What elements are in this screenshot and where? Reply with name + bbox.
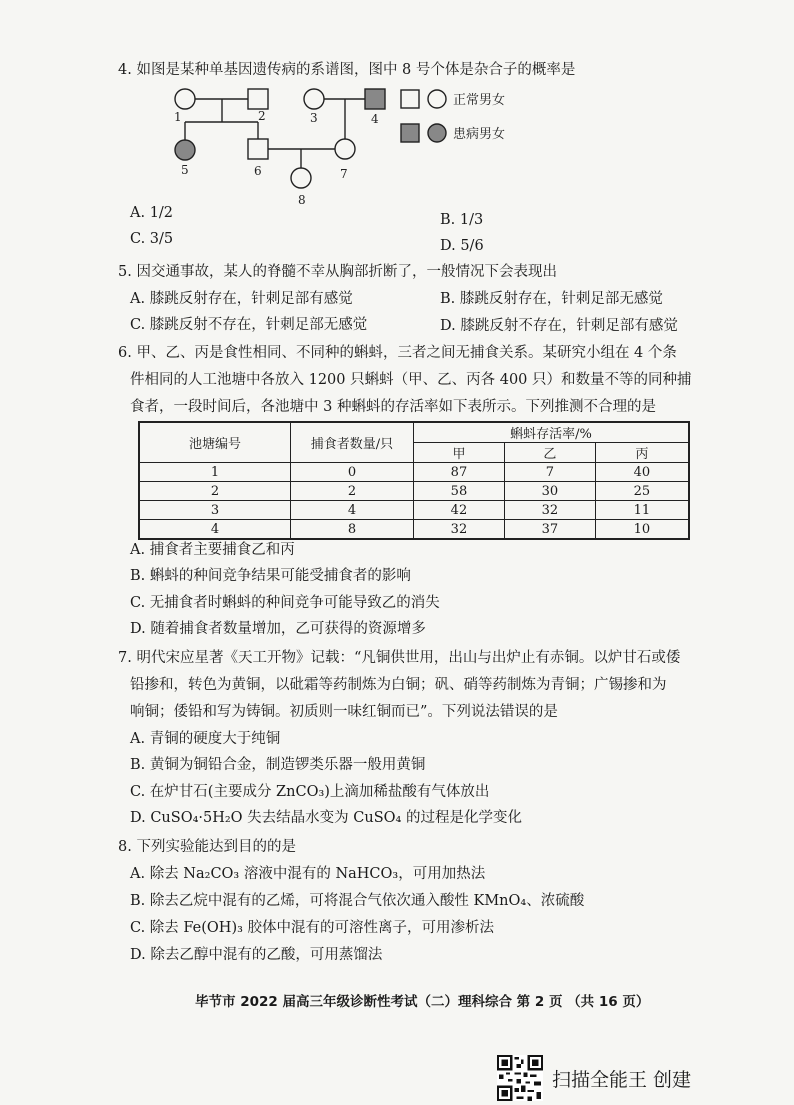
pedigree-male-6 xyxy=(248,139,268,159)
legend-affected-female-icon xyxy=(428,124,446,142)
cell: 3 xyxy=(139,501,291,520)
q7-option-a: A. 青铜的硬度大于纯铜 xyxy=(130,731,281,747)
cell: 2 xyxy=(139,482,291,501)
cell: 32 xyxy=(504,501,595,520)
q4-option-d: D. 5/6 xyxy=(440,238,484,254)
pedigree-affected-female-5 xyxy=(175,140,195,160)
cell: 4 xyxy=(139,520,291,540)
cell: 58 xyxy=(414,482,505,501)
table-row xyxy=(139,520,689,540)
cell: 32 xyxy=(414,520,505,540)
q6-stem-line-2: 件相同的人工池塘中各放入 1200 只蝌蚪（甲、乙、丙各 400 只）和数量不等的同种捕 xyxy=(130,372,692,388)
q7-option-d: D. CuSO₄·5H₂O 失去结晶水变为 CuSO₄ 的过程是化学变化 xyxy=(130,810,522,826)
th-pond: 池塘编号 xyxy=(139,422,291,463)
legend-affected-label: 患病男女 xyxy=(453,127,506,142)
cell: 1 xyxy=(139,463,291,482)
legend-normal-label: 正常男女 xyxy=(453,93,506,108)
cell: 4 xyxy=(291,501,414,520)
th-predators: 捕食者数量/只 xyxy=(291,422,414,463)
cell: 10 xyxy=(595,520,689,540)
pedigree-chart xyxy=(160,82,530,212)
th-c: 丙 xyxy=(595,443,689,463)
q5-stem: 5. 因交通事故，某人的脊髓不幸从胸部折断了，一般情况下会表现出 xyxy=(118,264,557,280)
q6-stem-line-1: 6. 甲、乙、丙是食性相同、不同种的蝌蚪，三者之间无捕食关系。某研究小组在 4 个条 xyxy=(118,345,677,361)
pedigree-male-2 xyxy=(248,89,268,109)
page-footer: 毕节市 2022 届高三年级诊断性考试（二）理科综合 第 2 页 （共 16 页） xyxy=(195,994,650,1010)
pedigree-affected-male-4 xyxy=(365,89,385,109)
q4-option-b: B. 1/3 xyxy=(440,212,484,228)
legend-affected-male-icon xyxy=(401,124,419,142)
q8-stem: 8. 下列实验能达到目的的是 xyxy=(118,839,296,855)
pedigree-label-5: 5 xyxy=(181,163,189,177)
cell: 8 xyxy=(291,520,414,540)
table-row xyxy=(139,463,689,482)
q7-stem-line-1: 7. 明代宋应星著《天工开物》记载：“凡铜供世用，出山与出炉止有赤铜。以炉甘石或倭 xyxy=(118,650,681,666)
cell: 37 xyxy=(504,520,595,540)
q6-stem-line-3: 食者，一段时间后，各池塘中 3 种蝌蚪的存活率如下表所示。下列推测不合理的是 xyxy=(130,399,656,415)
pedigree-label-3: 3 xyxy=(310,111,318,125)
cell: 30 xyxy=(504,482,595,501)
q8-option-d: D. 除去乙醇中混有的乙酸，可用蒸馏法 xyxy=(130,947,383,963)
cell: 11 xyxy=(595,501,689,520)
q6-option-d: D. 随着捕食者数量增加，乙可获得的资源增多 xyxy=(130,621,426,637)
q6-option-c: C. 无捕食者时蝌蚪的种间竞争可能导致乙的消失 xyxy=(130,595,440,611)
cell: 7 xyxy=(504,463,595,482)
cell: 0 xyxy=(291,463,414,482)
th-a: 甲 xyxy=(414,443,505,463)
q4-stem: 4. 如图是某种单基因遗传病的系谱图，图中 8 号个体是杂合子的概率是 xyxy=(118,62,576,78)
cell: 42 xyxy=(414,501,505,520)
pedigree-female-3 xyxy=(304,89,324,109)
pedigree-label-2: 2 xyxy=(258,109,266,123)
q7-stem-line-3: 响铜；倭铅和写为铸铜。初质则一味红铜而已”。下列说法错误的是 xyxy=(130,704,558,720)
q5-option-a: A. 膝跳反射存在，针刺足部有感觉 xyxy=(130,291,353,307)
scanner-watermark: 扫描全能王 创建 xyxy=(552,1069,692,1091)
legend-normal-female-icon xyxy=(428,90,446,108)
th-survival: 蝌蚪存活率/% xyxy=(414,422,690,443)
cell: 25 xyxy=(595,482,689,501)
pedigree-label-1: 1 xyxy=(174,110,182,124)
q5-option-c: C. 膝跳反射不存在，针刺足部无感觉 xyxy=(130,317,368,333)
q4-option-a: A. 1/2 xyxy=(130,205,174,221)
pedigree-label-6: 6 xyxy=(254,164,262,178)
q6-option-b: B. 蝌蚪的种间竞争结果可能受捕食者的影响 xyxy=(130,568,411,584)
q8-option-a: A. 除去 Na₂CO₃ 溶液中混有的 NaHCO₃，可用加热法 xyxy=(130,866,486,882)
pedigree-female-1 xyxy=(175,89,195,109)
cell: 2 xyxy=(291,482,414,501)
q5-option-b: B. 膝跳反射存在，针刺足部无感觉 xyxy=(440,291,663,307)
pedigree-female-7 xyxy=(335,139,355,159)
q4-option-c: C. 3/5 xyxy=(130,231,174,247)
q8-option-b: B. 除去乙烷中混有的乙烯，可将混合气依次通入酸性 KMnO₄、浓硫酸 xyxy=(130,893,585,909)
q6-option-a: A. 捕食者主要捕食乙和丙 xyxy=(130,542,295,558)
th-b: 乙 xyxy=(504,443,595,463)
table-row xyxy=(139,482,689,501)
q7-stem-line-2: 铅掺和，转色为黄铜，以砒霜等药制炼为白铜；矾、硝等药制炼为青铜；广锡掺和为 xyxy=(130,677,667,693)
q7-option-b: B. 黄铜为铜铅合金，制造锣类乐器一般用黄铜 xyxy=(130,757,426,773)
q8-option-c: C. 除去 Fe(OH)₃ 胶体中混有的可溶性离子，可用渗析法 xyxy=(130,920,495,936)
tadpole-survival-table xyxy=(138,421,690,540)
table-row xyxy=(139,501,689,520)
pedigree-label-7: 7 xyxy=(340,167,348,181)
pedigree-label-4: 4 xyxy=(371,112,379,126)
pedigree-female-8 xyxy=(291,168,311,188)
qr-code-icon xyxy=(497,1055,543,1101)
cell: 40 xyxy=(595,463,689,482)
q5-option-d: D. 膝跳反射不存在，针刺足部有感觉 xyxy=(440,318,678,334)
cell: 87 xyxy=(414,463,505,482)
pedigree-label-8: 8 xyxy=(298,193,306,207)
legend-normal-male-icon xyxy=(401,90,419,108)
q7-option-c: C. 在炉甘石(主要成分 ZnCO₃)上滴加稀盐酸有气体放出 xyxy=(130,784,490,800)
